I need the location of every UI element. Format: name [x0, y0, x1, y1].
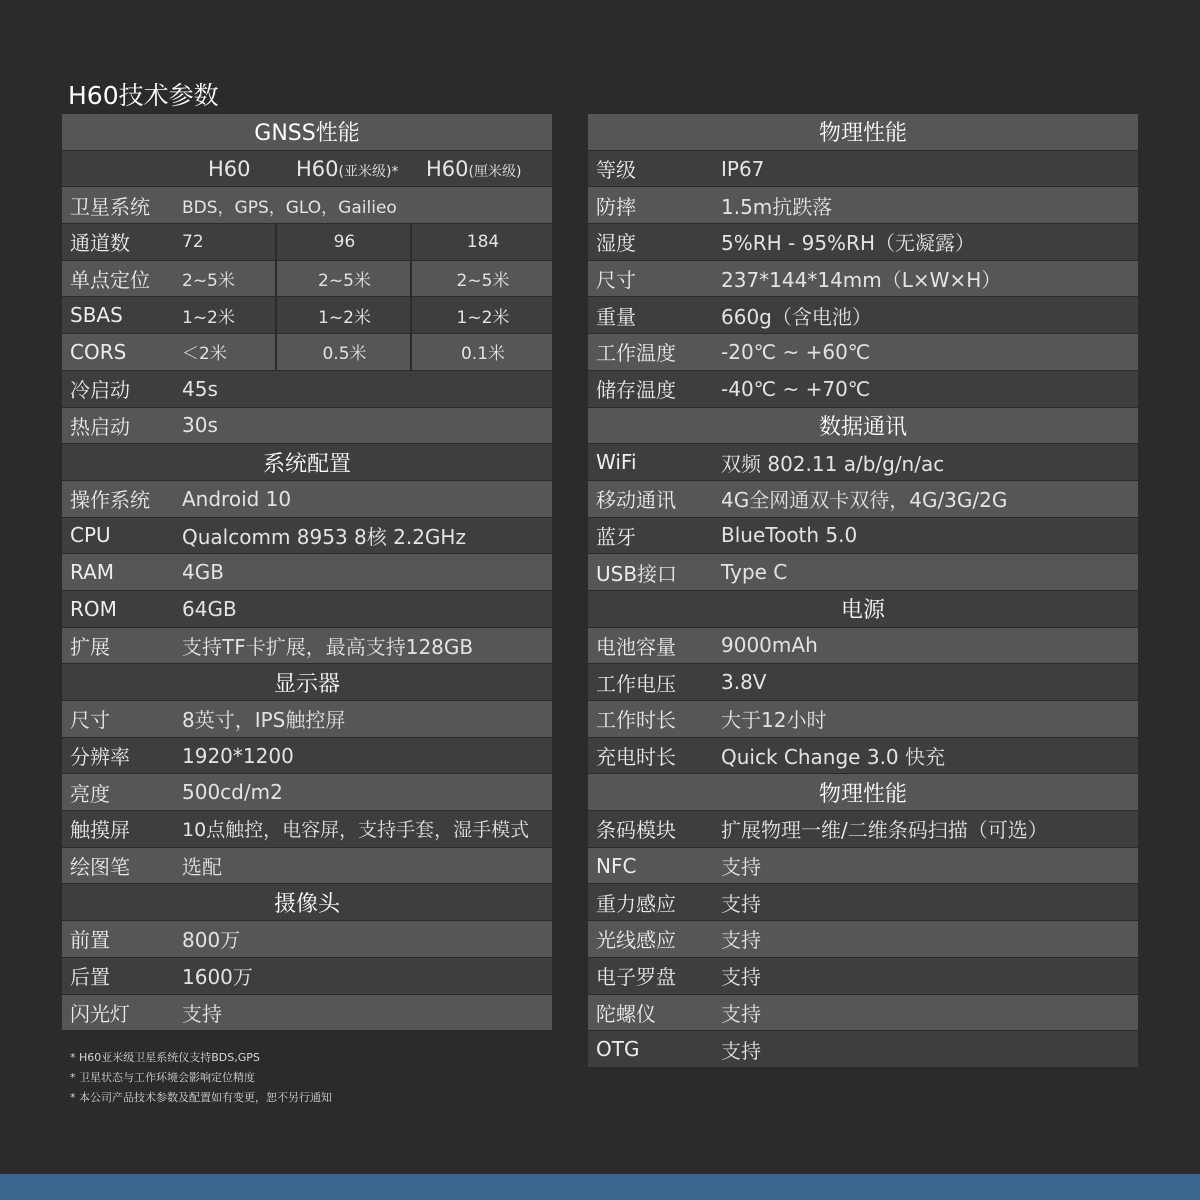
spec-row: [588, 554, 1138, 591]
spec-label: 尺寸: [596, 268, 636, 293]
footnotes: [70, 1048, 332, 1108]
spec-row: [62, 995, 552, 1032]
model-h60-submeter-label: H60(亚米级)*: [296, 156, 399, 181]
spec-row: [588, 444, 1138, 481]
spec-label: 重量: [596, 304, 636, 329]
spec-value-h60: 72: [182, 231, 204, 252]
spec-row-cors: [62, 334, 552, 371]
spec-value: 8英寸，IPS触控屏: [182, 708, 346, 733]
spec-label: CORS: [70, 339, 127, 364]
spec-label: 亮度: [70, 781, 110, 806]
spec-row-sbas: [62, 297, 552, 334]
spec-label: 闪光灯: [70, 1001, 130, 1026]
spec-row: [588, 1031, 1138, 1068]
model-h60-label: H60: [208, 156, 251, 181]
spec-value-h60: ＜2米: [182, 344, 227, 365]
spec-row: [62, 591, 552, 628]
spec-label: 光线感应: [596, 928, 676, 953]
spec-row: [62, 554, 552, 591]
spec-row: [588, 738, 1138, 775]
spec-label: SBAS: [70, 303, 123, 328]
spec-label: OTG: [596, 1037, 640, 1062]
spec-value: 30s: [182, 413, 218, 438]
spec-label: 蓝牙: [596, 524, 636, 549]
spec-row-hot-start: [62, 408, 552, 445]
spec-row: [588, 261, 1138, 298]
spec-label: 触摸屏: [70, 818, 130, 843]
spec-label: 等级: [596, 158, 636, 183]
footnote: * H60亚米级卫星系统仪支持BDS,GPS: [70, 1051, 260, 1064]
spec-value: 800万: [182, 928, 241, 953]
spec-row: [588, 518, 1138, 555]
spec-value: 1600万: [182, 965, 253, 990]
spec-row-satellite: [62, 187, 552, 224]
spec-value-h60-centimeter: 184: [410, 224, 554, 260]
spec-label: 充电时长: [596, 745, 676, 770]
spec-label: CPU: [70, 523, 111, 548]
spec-value: 237*144*14mm（L×W×H）: [721, 268, 1002, 293]
spec-row: [62, 701, 552, 738]
spec-label: 工作温度: [596, 341, 676, 366]
footnote: * 卫星状态与工作环境会影响定位精度: [70, 1071, 255, 1084]
spec-row: [588, 334, 1138, 371]
spec-label: 工作时长: [596, 708, 676, 733]
spec-row-channels: [62, 224, 552, 261]
spec-label: 防摔: [596, 194, 636, 219]
spec-label: 工作电压: [596, 671, 676, 696]
spec-value: 支持: [721, 1001, 761, 1026]
spec-label: 前置: [70, 928, 110, 953]
spec-row: [62, 518, 552, 555]
spec-row: [588, 481, 1138, 518]
spec-row: [62, 481, 552, 518]
spec-row: [588, 187, 1138, 224]
bottom-accent-bar: [0, 1174, 1200, 1200]
spec-value: 支持: [721, 965, 761, 990]
gnss-model-header-row: [62, 151, 552, 188]
spec-label: 卫星系统: [70, 194, 150, 219]
section-header-data-comm: 数据通讯: [588, 408, 1138, 445]
spec-value: 双频 802.11 a/b/g/n/ac: [721, 451, 945, 476]
spec-value: 支持: [721, 891, 761, 916]
spec-value-h60-submeter: 0.5米: [275, 334, 412, 370]
section-header-camera: 摄像头: [62, 884, 552, 921]
spec-value: Android 10: [182, 486, 292, 511]
spec-row: [62, 958, 552, 995]
spec-value-h60-submeter: 96: [275, 224, 412, 260]
spec-label: 通道数: [70, 231, 130, 256]
spec-label: 后置: [70, 965, 110, 990]
spec-row: [588, 958, 1138, 995]
spec-label: 操作系统: [70, 488, 150, 513]
spec-label: 电池容量: [596, 634, 676, 659]
spec-label: WiFi: [596, 450, 637, 475]
section-header-gnss: GNSS性能: [62, 114, 552, 151]
spec-label: ROM: [70, 596, 117, 621]
spec-row: [62, 811, 552, 848]
spec-row: [588, 995, 1138, 1032]
spec-value-h60-submeter: 1~2米: [275, 297, 412, 333]
spec-label: 电子罗盘: [596, 965, 676, 990]
spec-row: [62, 628, 552, 665]
spec-value: Qualcomm 8953 8核 2.2GHz: [182, 524, 466, 549]
spec-value-h60: 2~5米: [182, 271, 235, 292]
spec-label: 重力感应: [596, 891, 676, 916]
spec-value-h60-centimeter: 2~5米: [410, 261, 554, 297]
spec-value: 4GB: [182, 560, 224, 585]
spec-label: 分辨率: [70, 745, 130, 770]
spec-label: RAM: [70, 560, 115, 585]
spec-value: -20℃ ~ +60℃: [721, 339, 871, 364]
model-h60-centimeter-label: H60(厘米级): [426, 156, 522, 181]
spec-label: 尺寸: [70, 708, 110, 733]
section-header-system: 系统配置: [62, 444, 552, 481]
spec-value: 64GB: [182, 596, 237, 621]
spec-value: 660g（含电池）: [721, 304, 872, 329]
section-header-display: 显示器: [62, 664, 552, 701]
spec-row: [62, 738, 552, 775]
spec-row: [588, 701, 1138, 738]
spec-value: 支持: [721, 855, 761, 880]
spec-value: 扩展物理一维/二维条码扫描（可选）: [721, 818, 1048, 843]
spec-value-h60-centimeter: 0.1米: [410, 334, 554, 370]
spec-row: [588, 628, 1138, 665]
spec-label: 热启动: [70, 414, 130, 439]
spec-value: 支持: [182, 1001, 222, 1026]
spec-value: IP67: [721, 156, 765, 181]
spec-value: 支持: [721, 928, 761, 953]
spec-value: 500cd/m2: [182, 780, 283, 805]
spec-row: [62, 774, 552, 811]
spec-value: BDS，GPS，GLO，Gailieo: [182, 197, 397, 218]
spec-value: 1.5m抗跌落: [721, 194, 833, 219]
spec-row: [62, 848, 552, 885]
spec-value: 4G全网通双卡双待，4G/3G/2G: [721, 488, 1008, 513]
section-header-physical-2: 物理性能: [588, 774, 1138, 811]
spec-value: 5%RH - 95%RH（无凝露）: [721, 231, 975, 256]
spec-row-cold-start: [62, 371, 552, 408]
spec-label: 绘图笔: [70, 855, 130, 880]
spec-row: [588, 884, 1138, 921]
spec-label: 条码模块: [596, 818, 676, 843]
spec-value-h60-centimeter: 1~2米: [410, 297, 554, 333]
spec-label: 单点定位: [70, 268, 150, 293]
section-header-physical: 物理性能: [588, 114, 1138, 151]
spec-value: 支持: [721, 1038, 761, 1063]
spec-value: 10点触控，电容屏，支持手套，湿手模式: [182, 819, 530, 842]
spec-value: Type C: [721, 560, 788, 585]
spec-label: 陀螺仪: [596, 1001, 656, 1026]
spec-row: [62, 921, 552, 958]
spec-row: [588, 151, 1138, 188]
spec-label: USB接口: [596, 561, 678, 586]
spec-row: [588, 371, 1138, 408]
spec-value: 大于12小时: [721, 708, 827, 733]
spec-row-single-point: [62, 261, 552, 298]
spec-label: 湿度: [596, 231, 636, 256]
spec-value: 45s: [182, 376, 218, 401]
spec-row: [588, 848, 1138, 885]
spec-value: 支持TF卡扩展，最高支持128GB: [182, 634, 474, 659]
spec-row: [588, 224, 1138, 261]
spec-row: [588, 811, 1138, 848]
footnote: * 本公司产品技术参数及配置如有变更，恕不另行通知: [70, 1091, 332, 1104]
spec-value: -40℃ ~ +70℃: [721, 376, 871, 401]
spec-label: 扩展: [70, 634, 110, 659]
page-title: H60技术参数: [68, 81, 219, 110]
left-spec-table: [62, 114, 552, 1031]
spec-value: 3.8V: [721, 670, 767, 695]
spec-label: 移动通讯: [596, 488, 676, 513]
spec-label: 冷启动: [70, 378, 130, 403]
spec-value: 1920*1200: [182, 743, 294, 768]
spec-value-h60-submeter: 2~5米: [275, 261, 412, 297]
spec-label: NFC: [596, 853, 637, 878]
right-spec-table: [588, 114, 1138, 1068]
spec-row: [588, 297, 1138, 334]
spec-row: [588, 921, 1138, 958]
section-header-power: 电源: [588, 591, 1138, 628]
spec-value: BlueTooth 5.0: [721, 523, 858, 548]
spec-value-h60: 1~2米: [182, 307, 235, 328]
spec-value: 选配: [182, 855, 222, 880]
spec-value: Quick Change 3.0 快充: [721, 745, 946, 770]
spec-label: 储存温度: [596, 378, 676, 403]
spec-row: [588, 664, 1138, 701]
spec-value: 9000mAh: [721, 633, 818, 658]
